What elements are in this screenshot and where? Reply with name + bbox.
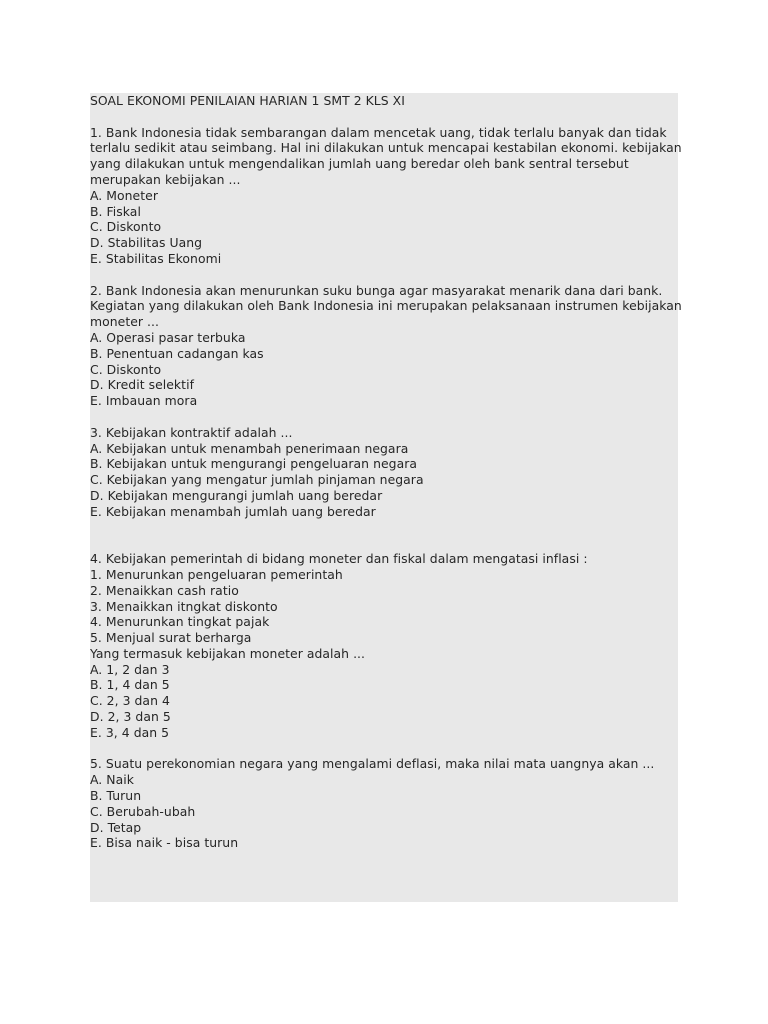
answer-option: E. Bisa naik - bisa turun <box>90 835 239 851</box>
answer-option: D. Tetap <box>90 819 142 835</box>
question-text <box>90 425 678 441</box>
question-text <box>90 756 678 772</box>
question-text <box>90 282 682 330</box>
question-line: 4. Kebijakan pemerintah di bidang moneter dan fiskal dalam mengatasi inflasi : <box>90 551 588 567</box>
answer-option: A. 1, 2 dan 3 <box>90 661 170 677</box>
spacer <box>90 109 678 125</box>
question-2 <box>90 282 682 409</box>
answer-option: B. Kebijakan untuk mengurangi pengeluaran negara <box>90 456 417 472</box>
answer-option: C. Diskonto <box>90 361 162 377</box>
answer-option: C. Kebijakan yang mengatur jumlah pinjaman negara <box>90 472 424 488</box>
document-content <box>90 93 682 851</box>
answer-option: C. Diskonto <box>90 219 162 235</box>
question-1 <box>90 124 682 267</box>
question-line: 3. Kebijakan kontraktif adalah ... <box>90 424 293 440</box>
question-line: 2. Bank Indonesia akan menurunkan suku bunga agar masyarakat menarik dana dari bank. <box>90 282 663 298</box>
answer-option: B. Penentuan cadangan kas <box>90 345 264 361</box>
answer-option: A. Operasi pasar terbuka <box>90 329 246 345</box>
answer-option: D. 2, 3 dan 5 <box>90 709 171 725</box>
spacer <box>90 267 678 283</box>
answer-option: B. 1, 4 dan 5 <box>90 677 170 693</box>
answer-option: A. Kebijakan untuk menambah penerimaan negara <box>90 440 409 456</box>
question-line: 1. Menurunkan pengeluaran pemerintah <box>90 566 343 582</box>
answer-option: C. Berubah-ubah <box>90 803 196 819</box>
answer-option: C. 2, 3 dan 4 <box>90 693 170 709</box>
answer-option: D. Stabilitas Uang <box>90 235 203 251</box>
answer-option: E. Imbauan mora <box>90 393 198 409</box>
answer-option: D. Kebijakan mengurangi jumlah uang beredar <box>90 487 383 503</box>
question-text <box>90 551 678 662</box>
answer-option: A. Moneter <box>90 187 158 203</box>
question-line: 3. Menaikkan itngkat diskonto <box>90 598 278 614</box>
answer-option: E. Kebijakan menambah jumlah uang beredar <box>90 503 376 519</box>
spacer <box>90 741 678 757</box>
question-line: 4. Menurunkan tingkat pajak <box>90 614 270 630</box>
question-line: Kegiatan yang dilakukan oleh Bank Indonesia ini merupakan pelaksanaan instrumen kebijakan <box>90 298 682 314</box>
answer-option: D. Kredit selektif <box>90 377 194 393</box>
question-4 <box>90 551 678 741</box>
spacer <box>90 520 678 552</box>
document-title: SOAL EKONOMI PENILAIAN HARIAN 1 SMT 2 KLS XI <box>90 93 405 108</box>
question-line: moneter ... <box>90 314 160 330</box>
question-line: yang dilakukan untuk mengendalikan jumlah uang beredar oleh bank sentral tersebut <box>90 156 629 172</box>
question-line: Yang termasuk kebijakan moneter adalah ... <box>90 645 366 661</box>
question-line: 1. Bank Indonesia tidak sembarangan dalam mencetak uang, tidak terlalu banyak dan tidak <box>90 124 667 140</box>
question-line: 5. Suatu perekonomian negara yang mengalami deflasi, maka nilai mata uangnya akan ... <box>90 756 655 772</box>
answer-option: A. Naik <box>90 772 134 788</box>
answer-option: B. Turun <box>90 788 142 804</box>
question-text <box>90 124 682 188</box>
answer-option: B. Fiskal <box>90 203 141 219</box>
spacer <box>90 409 678 425</box>
question-line: 5. Menjual surat berharga <box>90 630 252 646</box>
question-line: 2. Menaikkan cash ratio <box>90 582 239 598</box>
question-line: terlalu sedikit atau seimbang. Hal ini dilakukan untuk mencapai kestabilan ekonomi. kebijakan <box>90 140 682 156</box>
answer-option: E. Stabilitas Ekonomi <box>90 250 222 266</box>
answer-option: E. 3, 4 dan 5 <box>90 724 170 740</box>
question-5 <box>90 756 678 851</box>
question-line: merupakan kebijakan ... <box>90 171 241 187</box>
question-3 <box>90 425 678 520</box>
